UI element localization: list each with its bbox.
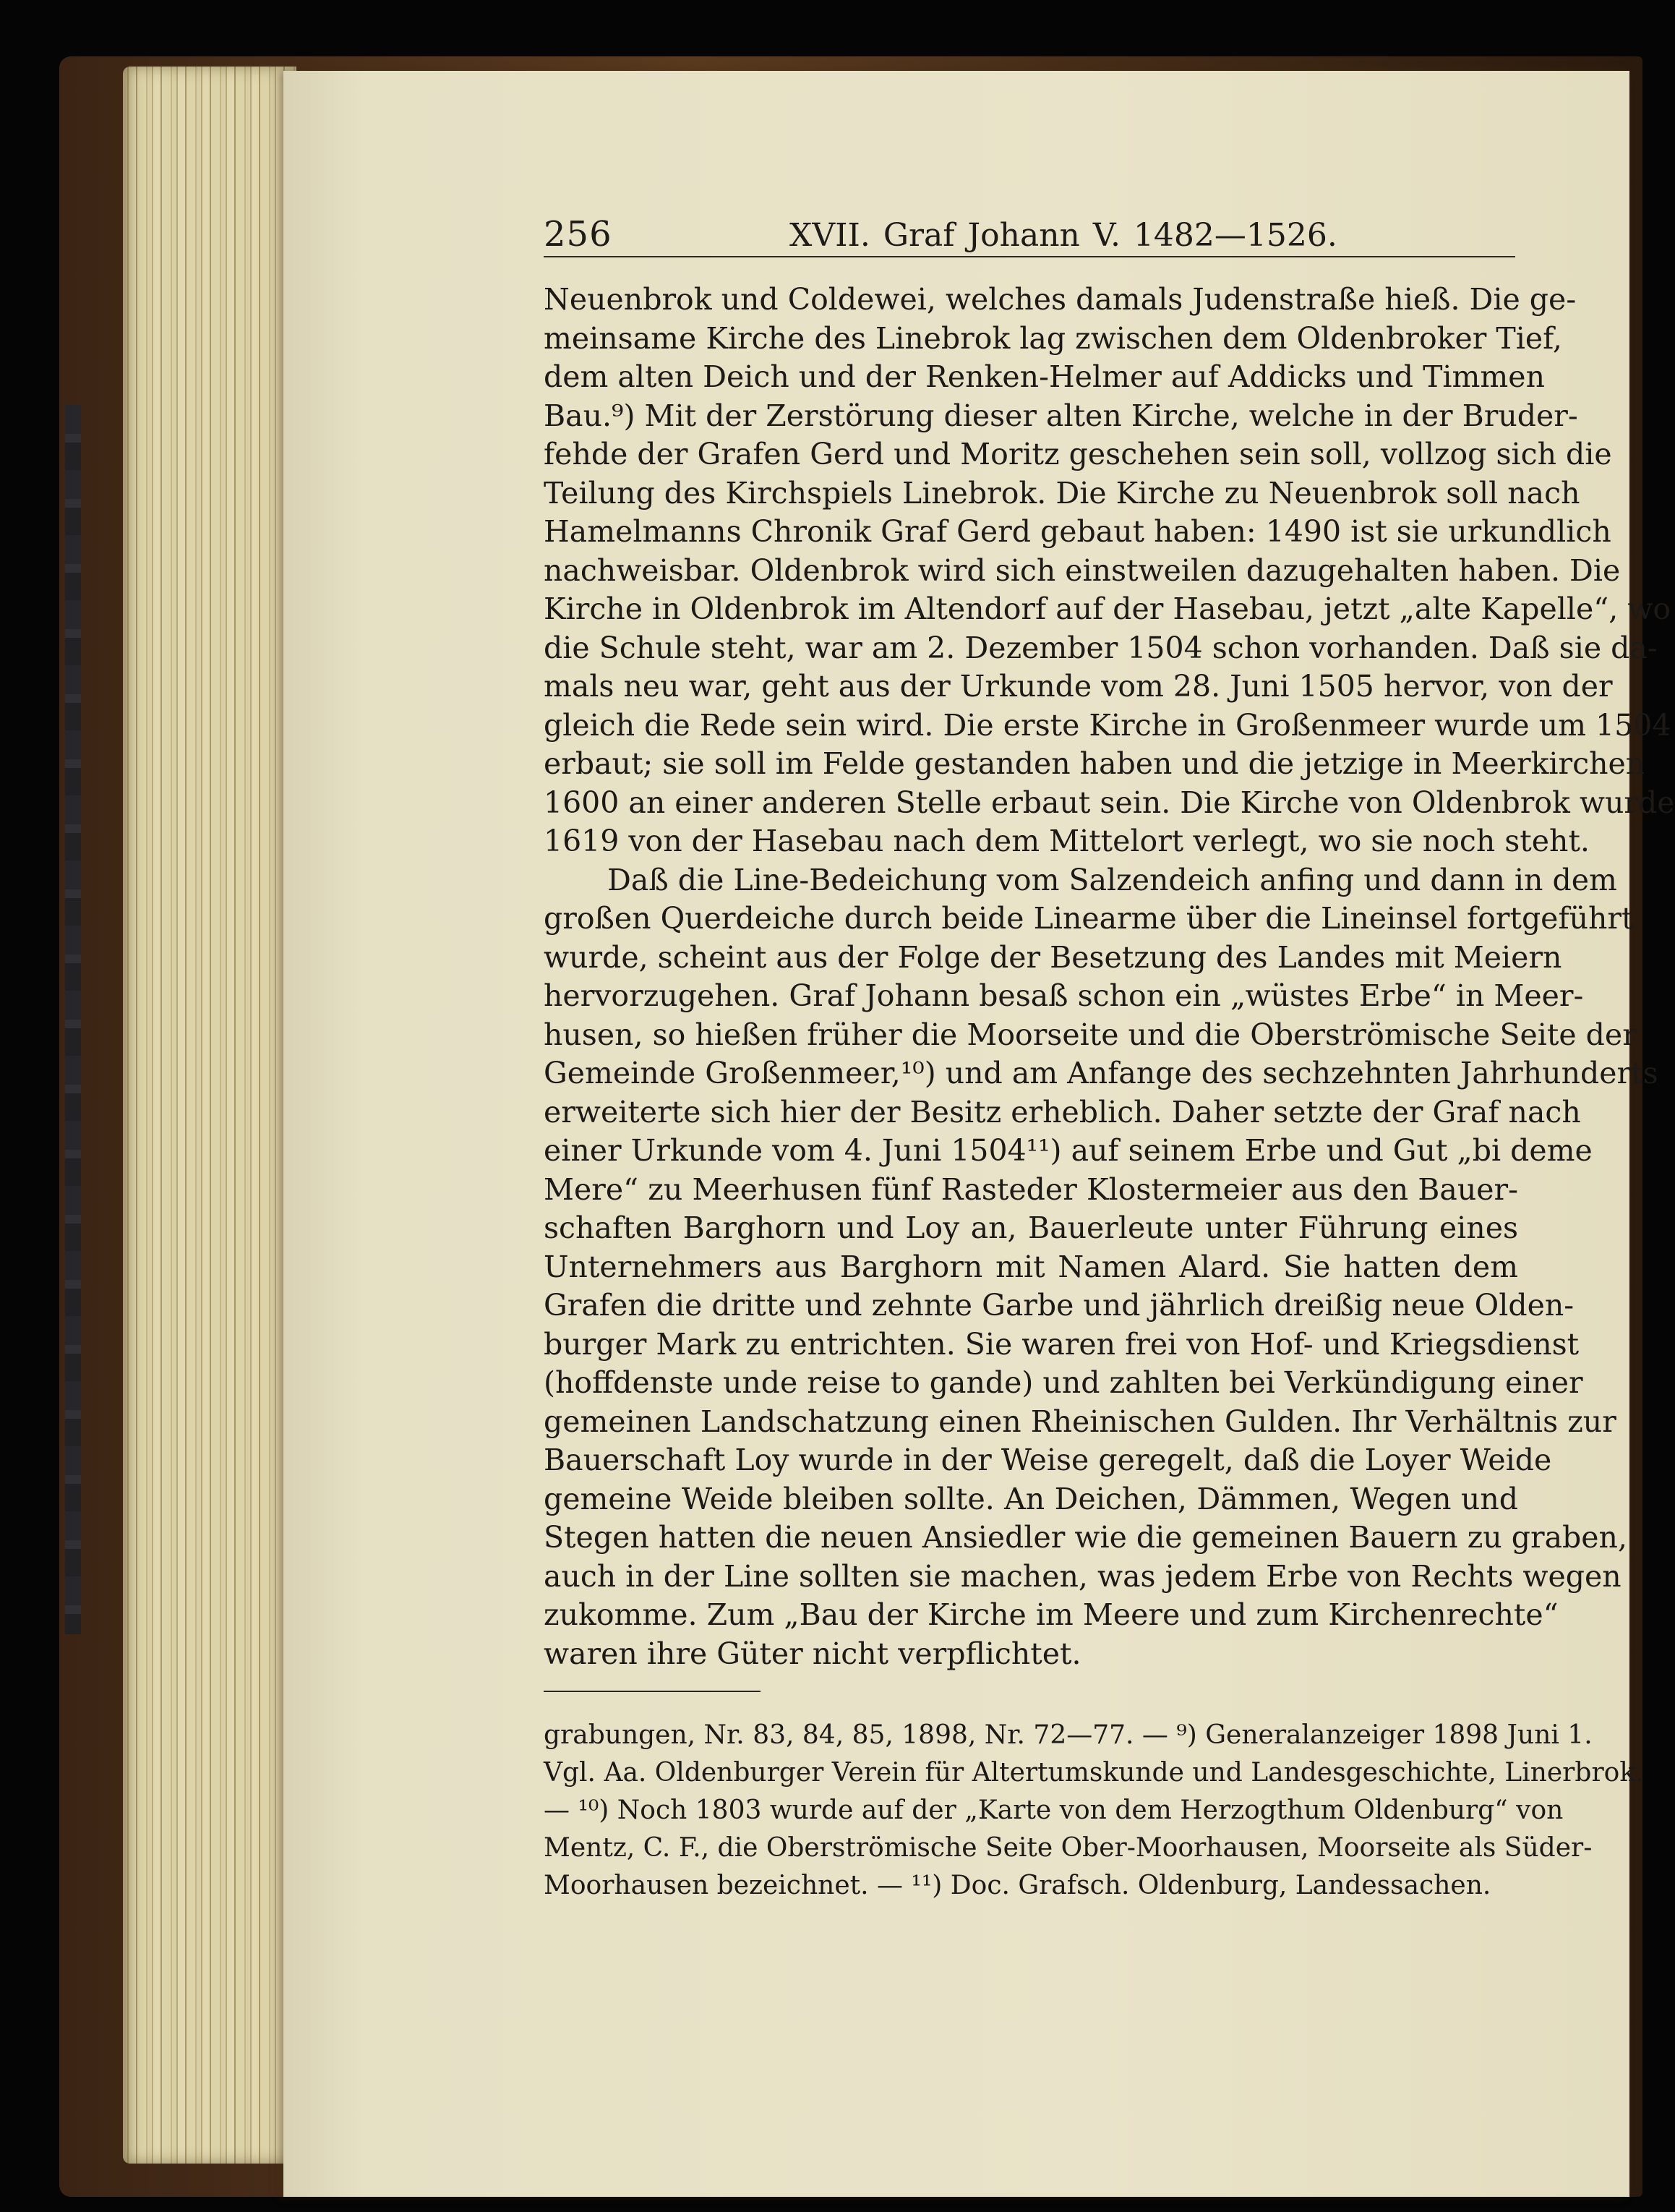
text-line: Bauerschaft Loy wurde in der Weise geregelt, daß die Loyer Weide (544, 1443, 1552, 1477)
text-line: Kirche in Oldenbrok im Altendorf auf der Hasebau, jetzt „alte Kapelle“, wo (544, 592, 1671, 626)
footnote-line: grabungen, Nr. 83, 84, 85, 1898, Nr. 72—77. — ⁹) Generalanzeiger 1898 Juni 1. (544, 1720, 1593, 1750)
text-line: dem alten Deich und der Renken-Helmer auf Addicks und Timmen (544, 359, 1545, 394)
text-line: meinsame Kirche des Linebrok lag zwischen dem Oldenbroker Tief, (544, 320, 1562, 356)
text-line: erbaut; sie soll im Felde gestanden haben und die jetzige in Meerkirchen (544, 746, 1645, 781)
footnote-divider (544, 1691, 761, 1692)
text-line: Teilung des Kirchspiels Linebrok. Die Kirche zu Neuenbrok soll nach (544, 475, 1580, 511)
text-line: gemeinen Landschatzung einen Rheinischen Gulden. Ihr Verhältnis zur (544, 1404, 1616, 1439)
text-line: Stegen hatten die neuen Ansiedler wie die gemeinen Bauern zu graben, (544, 1520, 1627, 1555)
text-line: auch in der Line sollten sie machen, was jedem Erbe von Rechts wegen (544, 1558, 1622, 1594)
text-line: zukomme. Zum „Bau der Kirche im Meere und zum Kirchenrechte“ (544, 1597, 1559, 1632)
text-line: 1600 an einer anderen Stelle erbaut sein. Die Kirche von Oldenbrok wurde (544, 785, 1675, 820)
spine-binding (65, 405, 81, 1634)
text-line: waren ihre Güter nicht verpflichtet. (544, 1636, 1081, 1671)
text-line: gleich die Rede sein wird. Die erste Kirche in Großenmeer wurde um 1504 (544, 707, 1671, 743)
text-line: Daß die Line-Bedeichung vom Salzendeich anfing und dann in dem (607, 862, 1617, 897)
text-line: 1619 von der Hasebau nach dem Mittelort verlegt, wo sie noch steht. (544, 824, 1590, 858)
page-number: 256 (544, 214, 612, 255)
text-line: schaften Barghorn und Loy an, Bauerleute unter Führung eines (544, 1210, 1518, 1245)
text-line: die Schule steht, war am 2. Dezember 1504 schon vorhanden. Daß sie da- (544, 630, 1658, 665)
page-edges (123, 67, 296, 2164)
text-line: Hamelmanns Chronik Graf Gerd gebaut haben: 1490 ist sie urkundlich (544, 514, 1611, 549)
text-line: hervorzugehen. Graf Johann besaß schon ein „wüstes Erbe“ in Meer- (544, 978, 1584, 1013)
text-line: mals neu war, geht aus der Urkunde vom 28. Juni 1505 hervor, von der (544, 669, 1613, 704)
text-line: burger Mark zu entrichten. Sie waren frei von Hof- und Kriegsdienst (544, 1326, 1580, 1362)
footnote-line: Moorhausen bezeichnet. — ¹¹) Doc. Grafsch. Oldenburg, Landessachen. (544, 1871, 1491, 1900)
running-head: XVII. Graf Johann V. 1482—1526. (789, 217, 1337, 254)
text-line: (hoffdenste unde reise to gande) und zahlten bei Verkündigung einer (544, 1365, 1583, 1400)
text-line: Gemeinde Großenmeer,¹⁰) und am Anfange des sechzehnten Jahrhunderts (544, 1056, 1658, 1090)
text-line: gemeine Weide bleiben sollte. An Deichen, Dämmen, Wegen und (544, 1481, 1518, 1516)
page-header (544, 211, 1515, 257)
footnote-line: — ¹⁰) Noch 1803 wurde auf der „Karte von dem Herzogthum Oldenburg“ von (544, 1795, 1564, 1825)
text-line: Mere“ zu Meerhusen fünf Rasteder Klostermeier aus den Bauer- (544, 1171, 1518, 1207)
text-line: einer Urkunde vom 4. Juni 1504¹¹) auf seinem Erbe und Gut „bi deme (544, 1133, 1593, 1168)
text-line: Grafen die dritte und zehnte Garbe und jährlich dreißig neue Olden- (544, 1288, 1575, 1323)
footnotes (544, 1717, 1644, 1905)
text-line: Bau.⁹) Mit der Zerstörung dieser alten Kirche, welche in der Bruder- (544, 398, 1578, 433)
body-text (544, 281, 1675, 1673)
footnote-line: Mentz, C. F., die Oberströmische Seite Ober-Moorhausen, Moorseite als Süder- (544, 1833, 1593, 1863)
text-line: Unternehmers aus Barghorn mit Namen Alard. Sie hatten dem (544, 1249, 1518, 1284)
text-line: fehde der Grafen Gerd und Moritz geschehen sein soll, vollzog sich die (544, 437, 1612, 471)
text-line: husen, so hießen früher die Moorseite und die Oberströmische Seite der (544, 1017, 1637, 1052)
text-line: wurde, scheint aus der Folge der Besetzung des Landes mit Meiern (544, 939, 1562, 975)
text-line: großen Querdeiche durch beide Linearme über die Lineinsel fortgeführt (544, 901, 1634, 936)
text-line: Neuenbrok und Coldewei, welches damals Judenstraße hieß. Die ge- (544, 282, 1577, 317)
text-line: nachweisbar. Oldenbrok wird sich einstweilen dazugehalten haben. Die (544, 552, 1621, 588)
text-line: erweiterte sich hier der Besitz erheblich. Daher setzte der Graf nach (544, 1094, 1581, 1130)
footnote-line: Vgl. Aa. Oldenburger Verein für Altertumskunde und Landesgeschichte, Linerbrok. (544, 1758, 1644, 1788)
